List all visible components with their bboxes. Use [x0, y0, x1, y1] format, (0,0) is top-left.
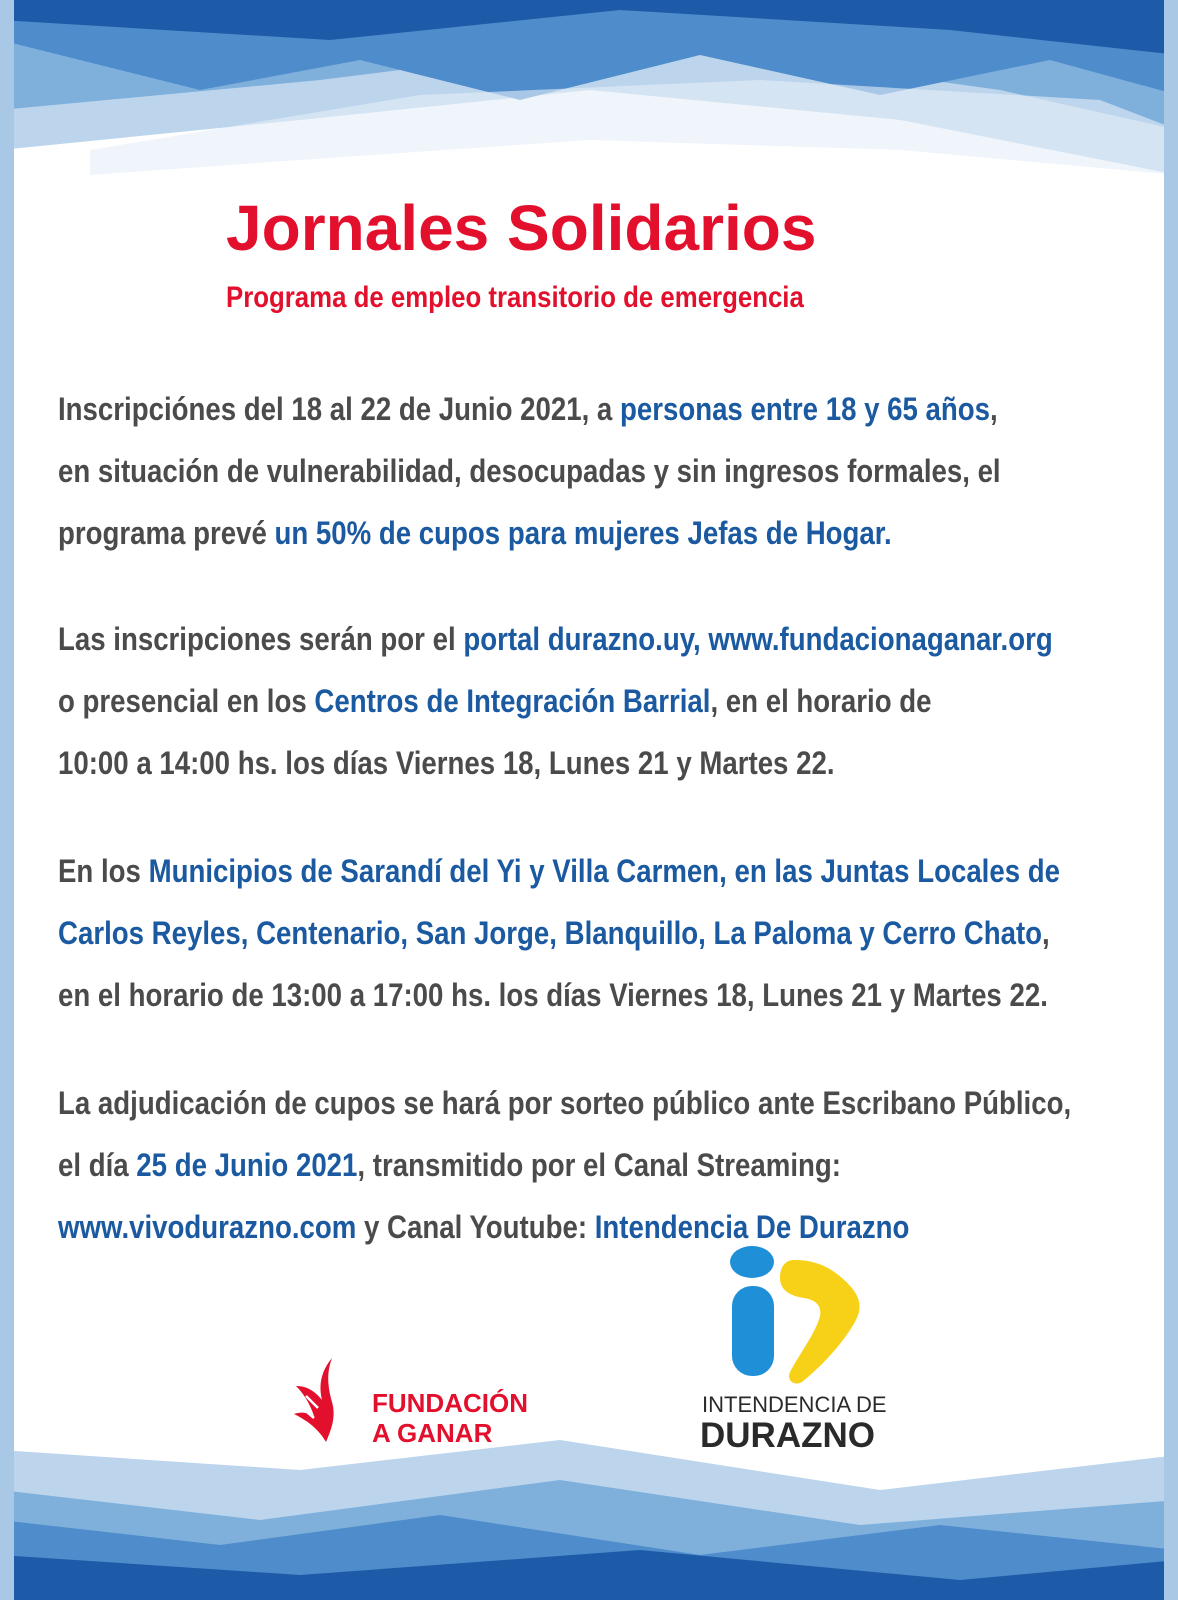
paragraph-line	[58, 502, 1001, 564]
paragraph-line	[58, 732, 1053, 794]
highlight-segment: un 50% de cupos para mujeres Jefas de Hogar.	[274, 515, 892, 551]
portal-link[interactable]: portal durazno.uy, www.fundacionaganar.org	[463, 621, 1053, 657]
text-segment: , transmitido por el Canal Streaming:	[357, 1147, 841, 1183]
logo-line: FUNDACIÓN	[372, 1388, 528, 1418]
highlight-segment: Centros de Integración Barrial	[314, 683, 711, 719]
paragraph-line	[58, 964, 1060, 1026]
intendencia-logo-line1: INTENDENCIA DE	[702, 1392, 887, 1417]
paragraph-line	[58, 440, 1001, 502]
text-segment: ,	[990, 391, 998, 427]
paragraph-line	[58, 608, 1053, 670]
text-segment: el día	[58, 1147, 137, 1183]
page-subtitle: Programa de empleo transitorio de emergencia	[226, 281, 804, 314]
highlight-segment: 25 de Junio 2021	[136, 1147, 358, 1183]
paragraph-line	[58, 1134, 1071, 1196]
paragraph-registration	[58, 378, 1167, 564]
paragraph-lottery	[58, 1072, 1178, 1258]
text-segment: En los	[58, 853, 149, 889]
fundacion-a-ganar-logo	[292, 1350, 532, 1450]
left-border	[0, 0, 14, 1600]
paragraph-line	[58, 1196, 1071, 1258]
intendencia-logo-line2: DURAZNO	[700, 1416, 875, 1455]
text-segment: La adjudicación de cupos se hará por sorteo público ante Escribano Público,	[58, 1085, 1072, 1121]
text-segment: en situación de vulnerabilidad, desocupadas y sin ingresos formales, el	[58, 453, 1001, 489]
text-segment: Inscripciónes del 18 al 22 de Junio 2021, a	[58, 391, 620, 427]
paragraph-line	[58, 840, 1060, 902]
paragraph-municipalities	[58, 840, 1178, 1026]
intendencia-durazno-logo	[694, 1246, 904, 1456]
page-title: Jornales Solidarios	[226, 192, 817, 264]
logo-line: A GANAR	[372, 1418, 493, 1448]
fundacion-logo-text	[372, 1388, 528, 1448]
youtube-channel-link[interactable]: Intendencia De Durazno	[594, 1209, 910, 1245]
text-segment: programa prevé	[58, 515, 275, 551]
paragraph-line	[58, 378, 1001, 440]
text-segment: , en el horario de	[710, 683, 932, 719]
paragraph-how-to-register	[58, 608, 1178, 794]
text-segment: 10:00 a 14:00 hs. los días Viernes 18, Lunes 21 y Martes 22.	[58, 745, 835, 781]
paragraph-line	[58, 1072, 1071, 1134]
wing-icon	[292, 1350, 372, 1450]
right-border	[1164, 0, 1178, 1600]
paragraph-line	[58, 902, 1060, 964]
text-segment: ,	[1042, 915, 1050, 951]
text-segment: y Canal Youtube:	[356, 1209, 595, 1245]
text-segment: Las inscripciones serán por el	[58, 621, 464, 657]
highlight-segment: Carlos Reyles, Centenario, San Jorge, Blanquillo, La Paloma y Cerro Chato	[58, 915, 1043, 951]
highlight-segment: Municipios de Sarandí del Yi y Villa Carmen, en las Juntas Locales de	[148, 853, 1061, 889]
text-segment: o presencial en los	[58, 683, 315, 719]
highlight-segment: personas entre 18 y 65 años	[619, 391, 991, 427]
streaming-link[interactable]: www.vivodurazno.com	[58, 1209, 357, 1245]
i-arrow-icon	[724, 1246, 874, 1386]
text-segment: en el horario de 13:00 a 17:00 hs. los días Viernes 18, Lunes 21 y Martes 22.	[58, 977, 1048, 1013]
paragraph-line	[58, 670, 1053, 732]
